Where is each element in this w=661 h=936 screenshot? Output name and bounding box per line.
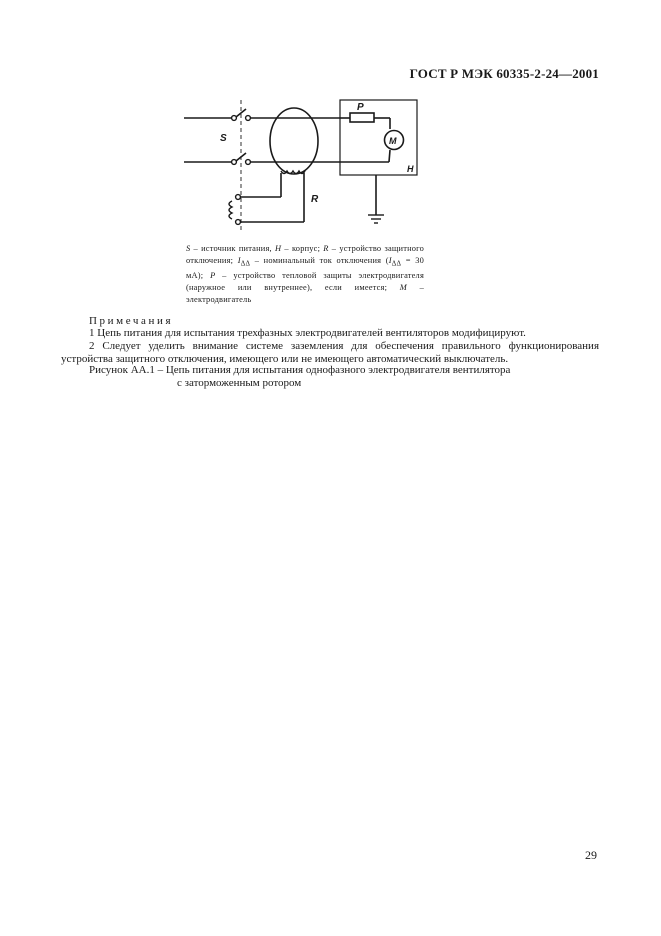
figure-caption-line2: с заторможенным ротором xyxy=(177,377,302,389)
housing-h xyxy=(340,100,417,175)
trip-coil xyxy=(229,201,232,219)
notes-heading: Примечания xyxy=(89,315,174,327)
thermal-protector-p xyxy=(350,113,374,122)
figure-caption: Рисунок АА.1 – Цепь питания для испытания однофазного электродвигателя вентилятора xyxy=(89,364,511,376)
note-1: 1 Цепь питания для испытания трехфазных электродвигателей вентиляторов модифицируют. xyxy=(89,327,526,339)
circuit-diagram xyxy=(180,95,440,235)
label-p: P xyxy=(357,102,364,113)
note-2: 2 Следует уделить внимание системе заземления для обеспечения правильного функционирования устройства защитного отключения, имеющего или не имеющего автоматический выключатель. xyxy=(61,340,599,365)
page-number: 29 xyxy=(585,848,597,862)
label-s: S xyxy=(220,133,227,144)
figure-legend: S – источник питания, H – корпус; R – устройство защитного отключения; $I_{\Delta\Delta}$ – номинальный ток отключения ($I_{\Delta\Delta} = 30$ мА); P – устройство тепловой защиты электродвигателя (наружное или внутреннее), если имеется; M – электродвигатель xyxy=(186,244,424,304)
document-header: ГОСТ Р МЭК 60335-2-24—2001 xyxy=(409,66,599,81)
label-m: M xyxy=(389,136,397,146)
label-r: R xyxy=(311,194,319,205)
label-h: H xyxy=(407,164,414,174)
